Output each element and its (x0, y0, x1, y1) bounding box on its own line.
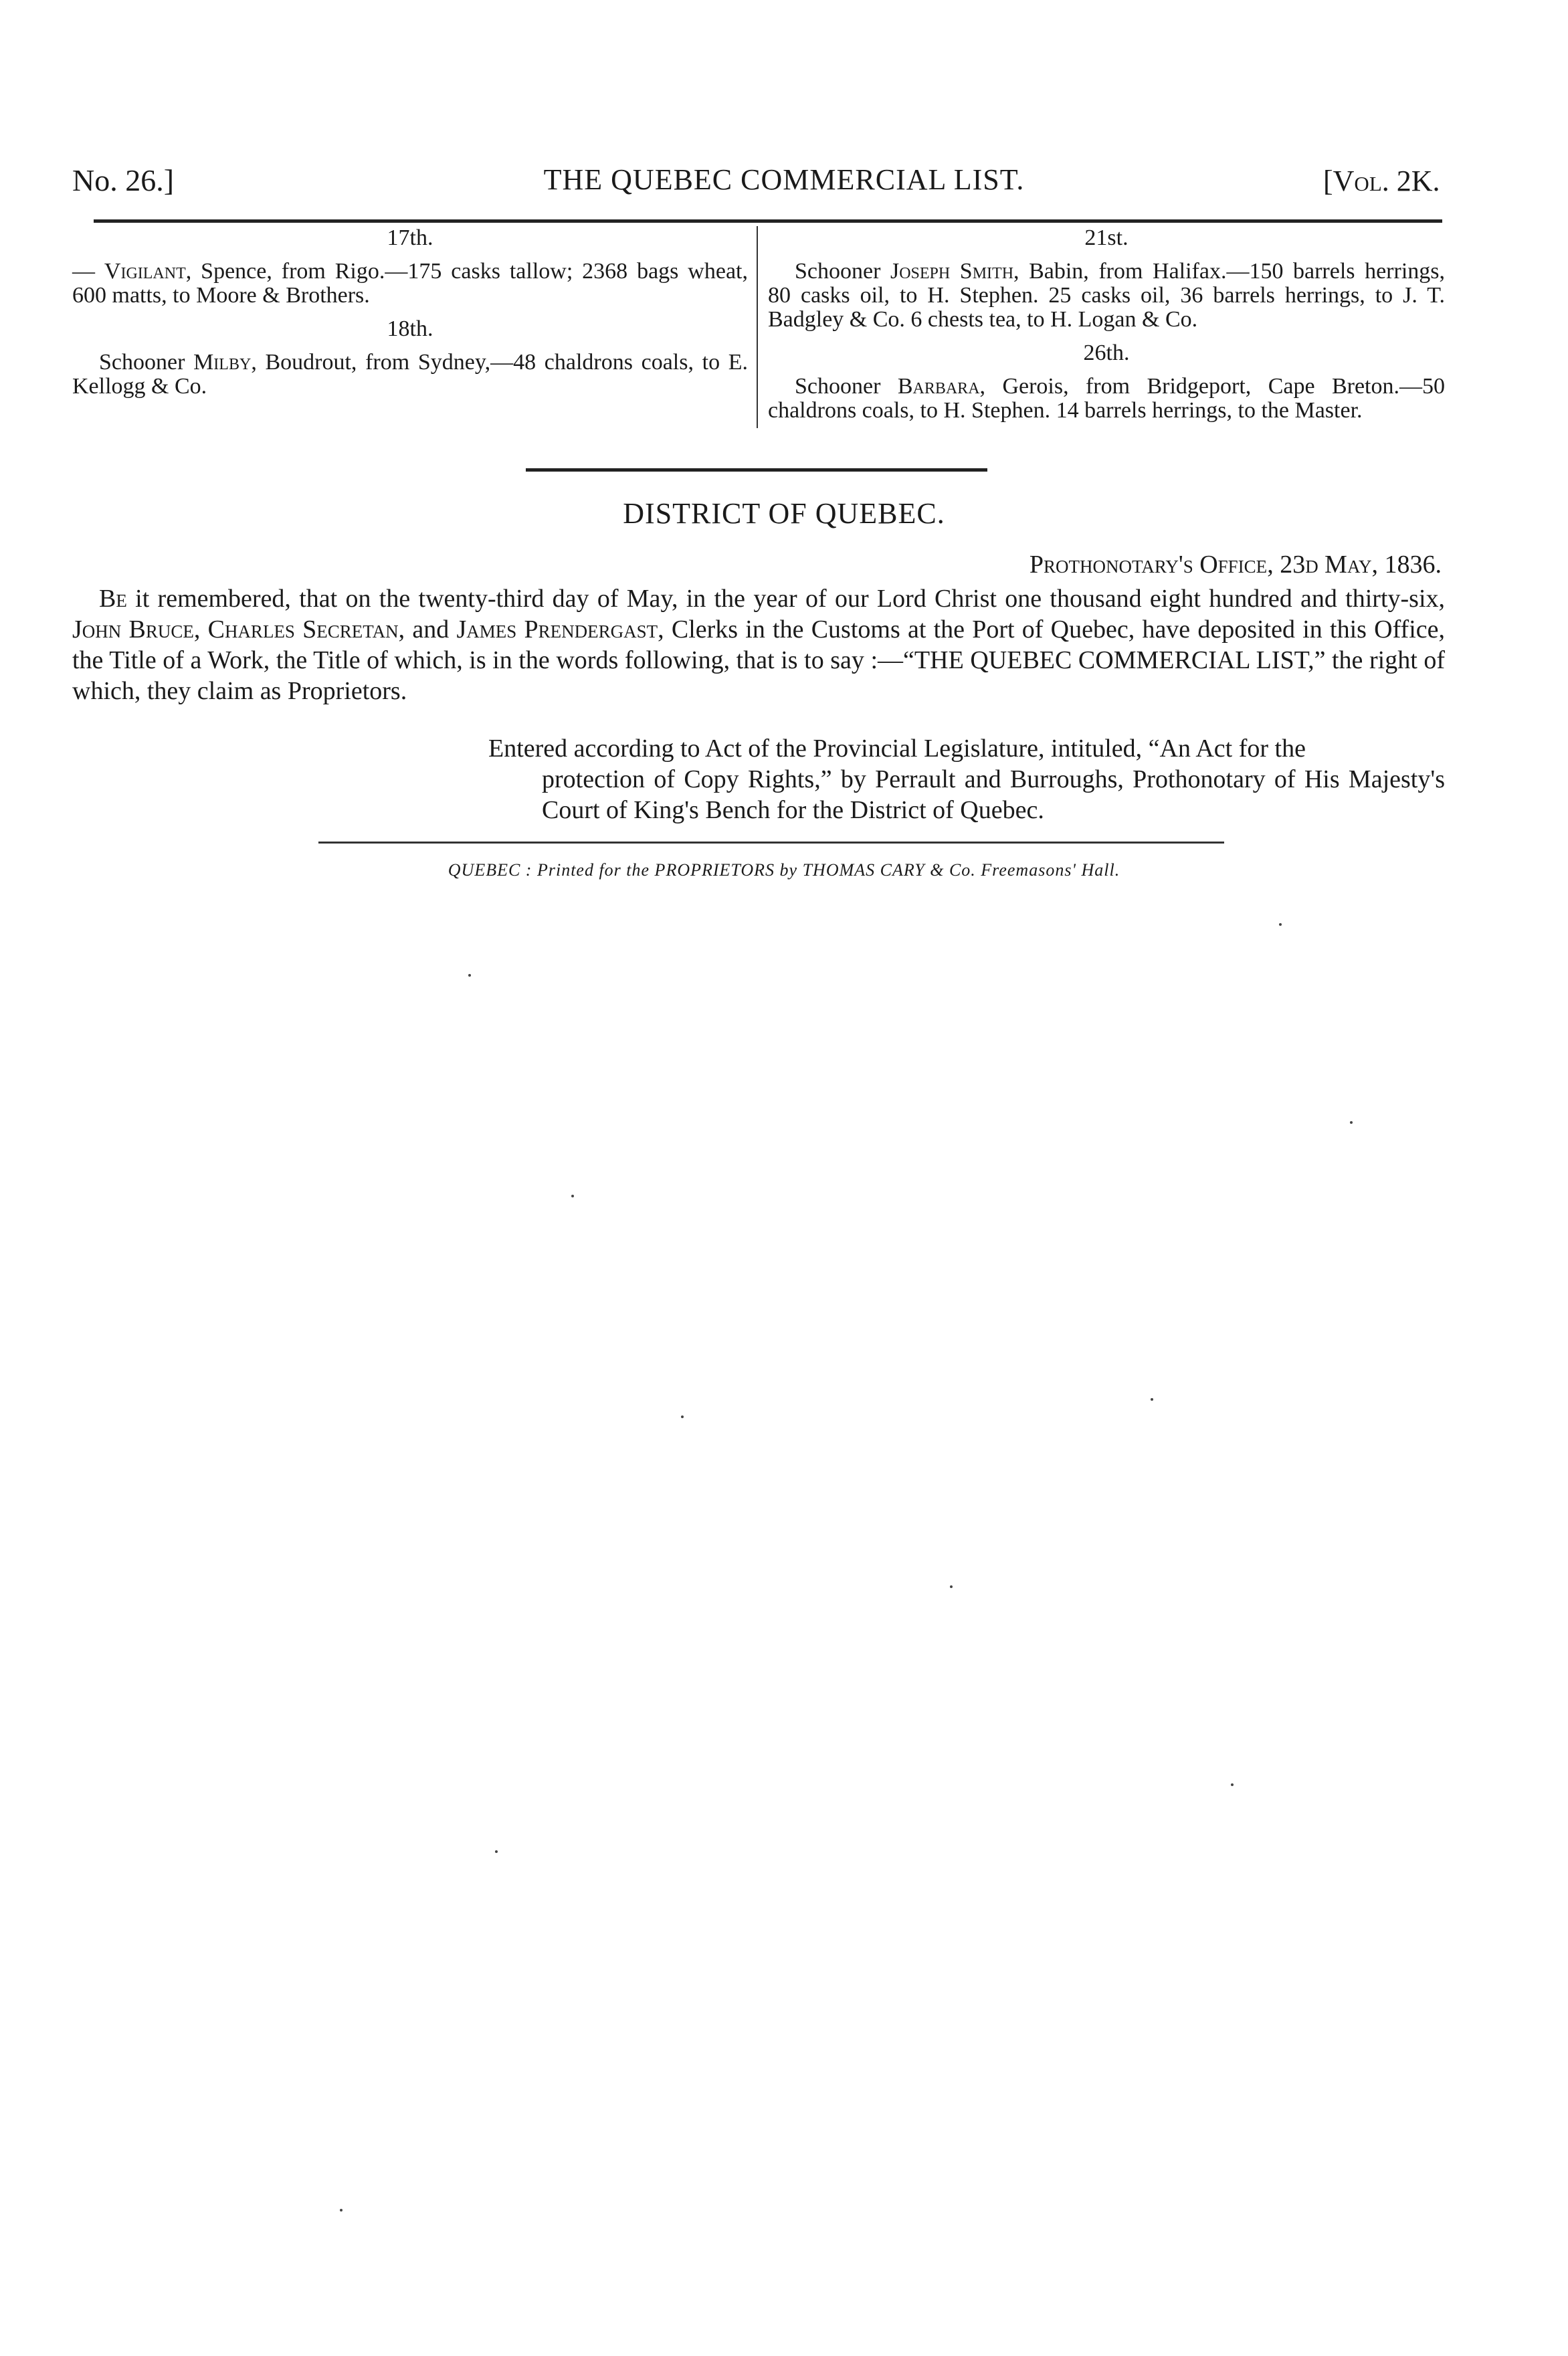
vessel-name: Joseph Smith (890, 259, 1014, 284)
arrival-entry (72, 351, 748, 399)
speck (1279, 923, 1282, 926)
vessel-type: Schooner (99, 350, 185, 375)
arrival-entry (768, 375, 1445, 423)
paragraph-text: , Clerks in the Customs at the Port of Quebec, have deposited in this Office, the Title of a Work, the Title of which, is in the words following, that is to say :—“THE QUEBEC COMMERCIAL LIST,” the right of which, they claim as Proprietors. (72, 615, 1446, 705)
office-date: , 23d May, 1836. (1267, 551, 1442, 579)
entry-date: 21st. (1084, 225, 1129, 250)
proprietor-name: James Prendergast (456, 615, 658, 644)
entry-text: , Spence, from Rigo.—175 casks tallow; 2368 bags wheat, 600 matts, to Moore & Brothers. (72, 259, 748, 308)
vessel-type: Schooner (795, 374, 881, 399)
arrivals-right-column (768, 226, 1445, 432)
entry-date: 17th. (387, 225, 433, 250)
section-rule (526, 468, 987, 472)
separator: , and (398, 615, 457, 644)
entry-text: , Boudrout, from Sydney,—48 chaldrons coals, to E. Kellogg & Co. (72, 350, 748, 399)
entry-note-first-line: Entered according to Act of the Provincial Legislature, intituled, “An Act for the (488, 734, 1306, 763)
footer-rule (318, 842, 1224, 844)
speck (1151, 1398, 1153, 1401)
speck (468, 974, 471, 977)
opening-word: Be (99, 585, 127, 613)
speck (495, 1850, 498, 1853)
speck (1231, 1783, 1234, 1786)
vessel-name: Milby (193, 350, 252, 375)
entry-text: , Gerois, from Bridgeport, Cape Breton.—50 chaldrons coals, to H. Stephen. 14 barrels herrings, to the Master. (768, 374, 1445, 423)
proprietor-name: John Bruce (72, 615, 194, 644)
entry-note (488, 733, 1445, 825)
entry-date: 26th. (1083, 340, 1130, 365)
volume-number: [Vol. 2K. (1323, 165, 1440, 197)
arrival-entry (72, 260, 748, 308)
entry-date: 18th. (387, 316, 433, 341)
printer-imprint: QUEBEC : Printed for the PROPRIETORS by THOMAS CARY & Co. Freemasons' Hall. (448, 860, 1120, 880)
office-name: Prothonotary's Office (1029, 551, 1268, 579)
entry-text: , Babin, from Halifax.—150 barrels herrings, 80 casks oil, to H. Stephen. 25 casks oil, 36 barrels herrings, to J. T. Badgley & Co. 6 chests tea, to H. Logan & Co. (768, 259, 1445, 332)
speck (681, 1415, 684, 1418)
arrivals-left-column (72, 226, 748, 408)
separator: , (193, 615, 208, 644)
speck (571, 1195, 574, 1197)
proprietor-name: Charles Secretan (207, 615, 399, 644)
copyright-paragraph (72, 583, 1445, 706)
header-rule (94, 219, 1442, 223)
vessel-type: — (72, 259, 95, 284)
publication-title: THE QUEBEC COMMERCIAL LIST. (543, 163, 1025, 196)
entry-note-continuation: protection of Copy Rights,” by Perrault and Burroughs, Prothonotary of His Majesty's Court of King's Bench for the District of Quebec. (542, 765, 1445, 824)
vessel-name: Vigilant (104, 259, 186, 284)
vessel-type: Schooner (795, 259, 881, 284)
issue-number: No. 26.] (72, 163, 175, 197)
paragraph-text: it remembered, that on the twenty-third day of May, in the year of our Lord Christ one thousand eight hundred and thirty-six, (126, 585, 1445, 613)
speck (1350, 1121, 1353, 1124)
arrival-entry (768, 260, 1445, 332)
vessel-name: Barbara (897, 374, 980, 399)
office-dateline (923, 550, 1442, 579)
running-head (0, 163, 1568, 216)
speck (340, 2209, 342, 2212)
speck (950, 1585, 953, 1588)
column-divider (757, 226, 758, 428)
notice-heading: DISTRICT OF QUEBEC. (623, 497, 945, 530)
